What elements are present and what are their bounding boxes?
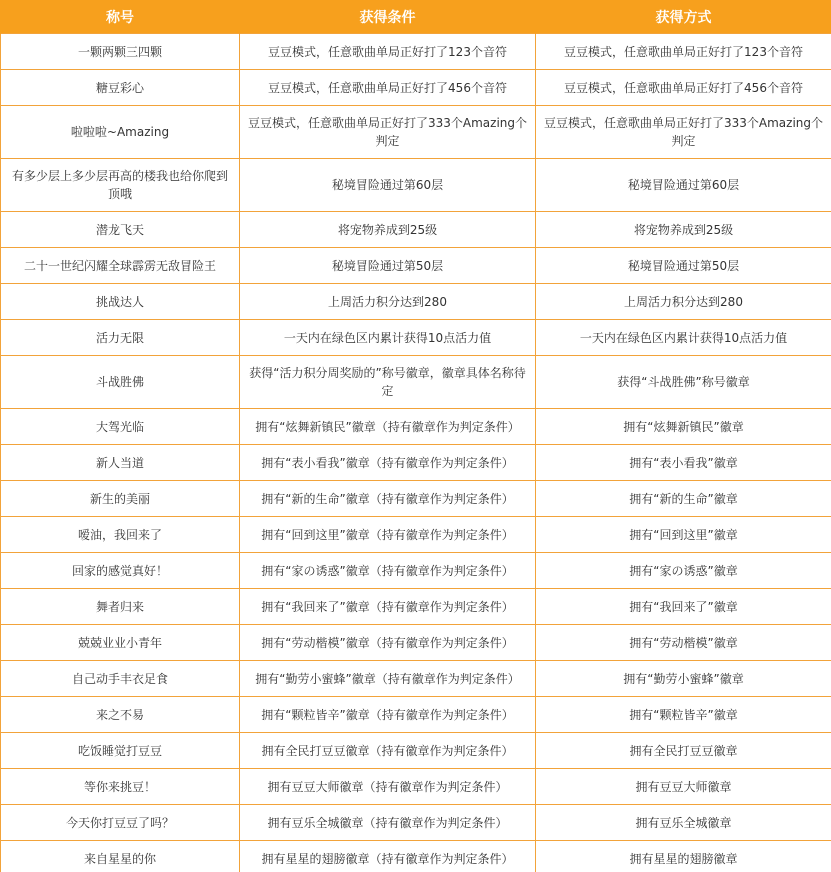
cell-method: 拥有星星的翅膀徽章 [536, 841, 831, 872]
table-row [1, 320, 831, 356]
cell-condition: 拥有“回到这里”徽章（持有徽章作为判定条件） [240, 517, 536, 553]
cell-method: 一天内在绿色区内累计获得10点活力值 [536, 320, 831, 356]
cell-title: 等你来挑豆！ [1, 769, 240, 805]
cell-condition: 拥有“勤劳小蜜蜂”徽章（持有徽章作为判定条件） [240, 661, 536, 697]
cell-title: 活力无限 [1, 320, 240, 356]
cell-title: 斗战胜佛 [1, 356, 240, 409]
table-row [1, 553, 831, 589]
cell-method: 拥有“新的生命”徽章 [536, 481, 831, 517]
column-header-title: 称号 [1, 0, 240, 34]
cell-method: 拥有“家の诱惑”徽章 [536, 553, 831, 589]
cell-condition: 拥有“表小看我”徽章（持有徽章作为判定条件） [240, 445, 536, 481]
cell-condition: 将宠物养成到25级 [240, 212, 536, 248]
cell-condition: 一天内在绿色区内累计获得10点活力值 [240, 320, 536, 356]
cell-method: 获得“斗战胜佛”称号徽章 [536, 356, 831, 409]
cell-title: 潜龙飞天 [1, 212, 240, 248]
cell-method: 豆豆模式，任意歌曲单局正好打了123个音符 [536, 34, 831, 70]
cell-method: 拥有“回到这里”徽章 [536, 517, 831, 553]
table-row [1, 70, 831, 106]
cell-condition: 拥有“炫舞新镇民”徽章（持有徽章作为判定条件） [240, 409, 536, 445]
column-header-condition: 获得条件 [240, 0, 536, 34]
cell-condition: 获得“活力积分周奖励的”称号徽章，徽章具体名称待定 [240, 356, 536, 409]
table-row [1, 34, 831, 70]
cell-condition: 豆豆模式，任意歌曲单局正好打了333个Amazing个判定 [240, 106, 536, 159]
cell-method: 豆豆模式，任意歌曲单局正好打了333个Amazing个判定 [536, 106, 831, 159]
cell-method: 拥有“表小看我”徽章 [536, 445, 831, 481]
cell-method: 拥有全民打豆豆徽章 [536, 733, 831, 769]
table-row [1, 159, 831, 212]
cell-condition: 拥有星星的翅膀徽章（持有徽章作为判定条件） [240, 841, 536, 872]
cell-title: 来自星星的你 [1, 841, 240, 872]
cell-title: 自己动手丰衣足食 [1, 661, 240, 697]
cell-condition: 拥有豆豆大师徽章（持有徽章作为判定条件） [240, 769, 536, 805]
table-row [1, 517, 831, 553]
table-row [1, 625, 831, 661]
cell-title: 二十一世纪闪耀全球霹雳无敌冒险王 [1, 248, 240, 284]
cell-method: 豆豆模式，任意歌曲单局正好打了456个音符 [536, 70, 831, 106]
table-row [1, 733, 831, 769]
cell-title: 啦啦啦~Amazing [1, 106, 240, 159]
cell-condition: 豆豆模式，任意歌曲单局正好打了456个音符 [240, 70, 536, 106]
cell-title: 嗳油，我回来了 [1, 517, 240, 553]
cell-condition: 上周活力积分达到280 [240, 284, 536, 320]
table-row [1, 661, 831, 697]
cell-method: 拥有“炫舞新镇民”徽章 [536, 409, 831, 445]
table-row [1, 589, 831, 625]
cell-title: 回家的感觉真好！ [1, 553, 240, 589]
cell-condition: 拥有豆乐全城徽章（持有徽章作为判定条件） [240, 805, 536, 841]
cell-condition: 拥有“劳动楷模”徽章（持有徽章作为判定条件） [240, 625, 536, 661]
table-row [1, 409, 831, 445]
cell-method: 拥有豆乐全城徽章 [536, 805, 831, 841]
table-row [1, 212, 831, 248]
cell-title: 吃饭睡觉打豆豆 [1, 733, 240, 769]
table-row [1, 284, 831, 320]
cell-title: 兢兢业业小青年 [1, 625, 240, 661]
table-row [1, 481, 831, 517]
cell-title: 今天你打豆豆了吗？ [1, 805, 240, 841]
table-row [1, 697, 831, 733]
table-body [1, 34, 831, 872]
table-row [1, 769, 831, 805]
cell-condition: 秘境冒险通过第60层 [240, 159, 536, 212]
cell-condition: 拥有“家の诱惑”徽章（持有徽章作为判定条件） [240, 553, 536, 589]
cell-method: 秘境冒险通过第60层 [536, 159, 831, 212]
cell-method: 拥有豆豆大师徽章 [536, 769, 831, 805]
cell-condition: 拥有全民打豆豆徽章（持有徽章作为判定条件） [240, 733, 536, 769]
cell-title: 来之不易 [1, 697, 240, 733]
cell-title: 一颗两颗三四颗 [1, 34, 240, 70]
cell-title: 挑战达人 [1, 284, 240, 320]
column-header-method: 获得方式 [536, 0, 831, 34]
cell-condition: 拥有“新的生命”徽章（持有徽章作为判定条件） [240, 481, 536, 517]
table-row [1, 445, 831, 481]
table-row [1, 805, 831, 841]
cell-method: 拥有“颗粒皆辛”徽章 [536, 697, 831, 733]
cell-method: 将宠物养成到25级 [536, 212, 831, 248]
cell-condition: 秘境冒险通过第50层 [240, 248, 536, 284]
cell-method: 拥有“我回来了”徽章 [536, 589, 831, 625]
cell-condition: 拥有“我回来了”徽章（持有徽章作为判定条件） [240, 589, 536, 625]
table-header [1, 0, 831, 34]
cell-method: 秘境冒险通过第50层 [536, 248, 831, 284]
cell-title: 舞者归来 [1, 589, 240, 625]
cell-method: 上周活力积分达到280 [536, 284, 831, 320]
cell-title: 新人当道 [1, 445, 240, 481]
cell-method: 拥有“勤劳小蜜蜂”徽章 [536, 661, 831, 697]
table-row [1, 841, 831, 872]
cell-title: 大驾光临 [1, 409, 240, 445]
table-row [1, 356, 831, 409]
cell-method: 拥有“劳动楷模”徽章 [536, 625, 831, 661]
cell-condition: 拥有“颗粒皆辛”徽章（持有徽章作为判定条件） [240, 697, 536, 733]
cell-condition: 豆豆模式，任意歌曲单局正好打了123个音符 [240, 34, 536, 70]
cell-title: 新生的美丽 [1, 481, 240, 517]
cell-title: 糖豆彩心 [1, 70, 240, 106]
table-row [1, 248, 831, 284]
table-row [1, 106, 831, 159]
cell-title: 有多少层上多少层再高的楼我也给你爬到顶哦 [1, 159, 240, 212]
